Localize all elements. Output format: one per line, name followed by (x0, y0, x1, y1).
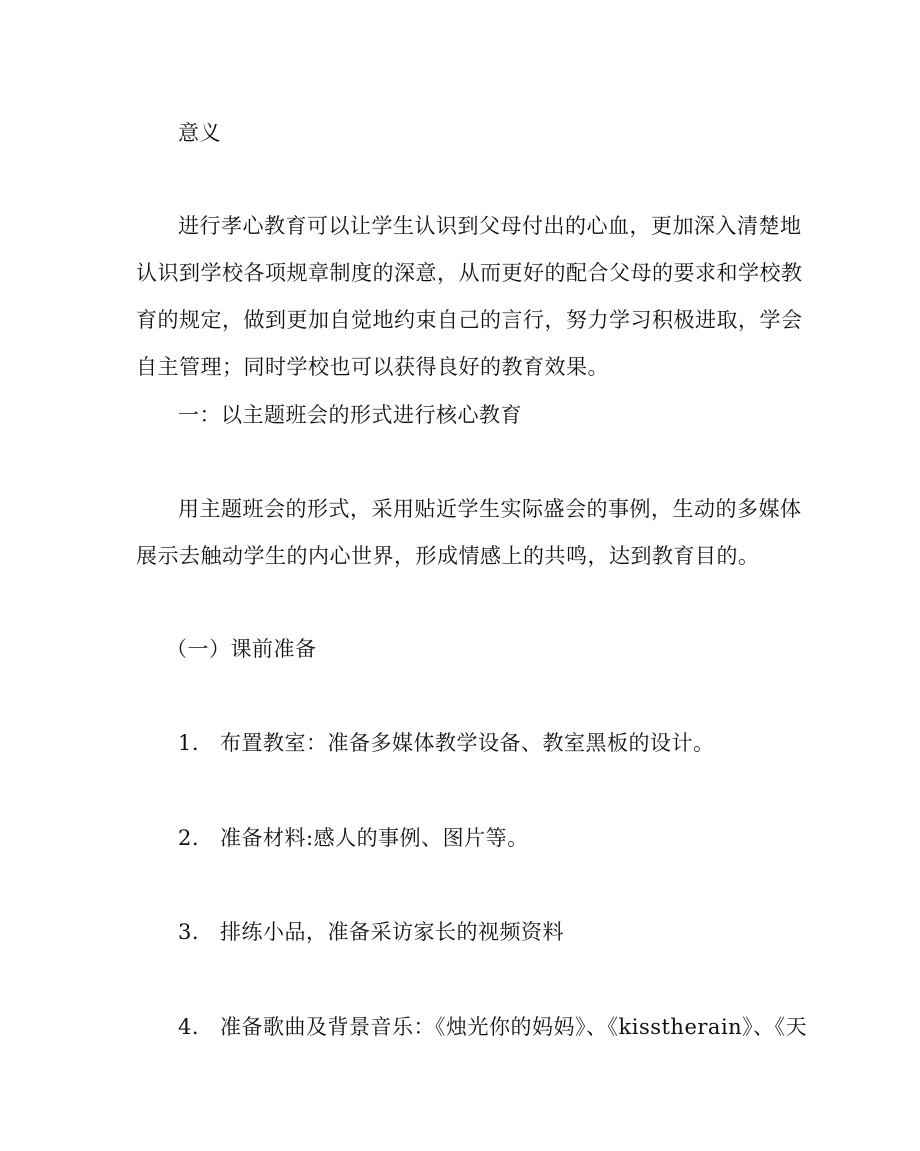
list-item-text: 布置教室：准备多媒体教学设备、教室黑板的设计。 (220, 731, 715, 755)
list-item-number: 2. (178, 826, 200, 850)
paragraph-line: 自主管理；同时学校也可以获得良好的教育效果。 (136, 355, 609, 379)
list-item (178, 730, 715, 756)
paragraph-line: 育的规定，做到更加自觉地约束自己的言行，努力学习积极进取，学会 (136, 308, 803, 332)
list-item (178, 919, 564, 945)
list-item-number: 1. (178, 731, 200, 755)
list-item-text: 准备歌曲及背景音乐：《烛光你的妈妈》、《kisstherain》、《天 (220, 1015, 808, 1039)
heading-meaning: 意义 (178, 121, 221, 145)
list-item-number: 3. (178, 920, 200, 944)
paragraph-line: 用主题班会的形式，采用贴近学生实际盛会的事例，生动的多媒体 (178, 497, 802, 521)
list-item (178, 825, 529, 851)
section-title: 一：以主题班会的形式进行核心教育 (178, 403, 522, 427)
paragraph-line: 认识到学校各项规章制度的深意，从而更好的配合父母的要求和学校教 (136, 261, 803, 285)
paragraph-line: 展示去触动学生的内心世界，形成情感上的共鸣，达到教育目的。 (136, 544, 760, 568)
list-item-text: 准备材料:感人的事例、图片等。 (220, 826, 529, 850)
subsection-title: （一）课前准备 (166, 637, 317, 661)
paragraph-line: 进行孝心教育可以让学生认识到父母付出的心血，更加深入清楚地 (178, 214, 802, 238)
list-item (178, 1014, 807, 1040)
list-item-text: 排练小品，准备采访家长的视频资料 (220, 920, 564, 944)
list-item-number: 4. (178, 1015, 200, 1039)
